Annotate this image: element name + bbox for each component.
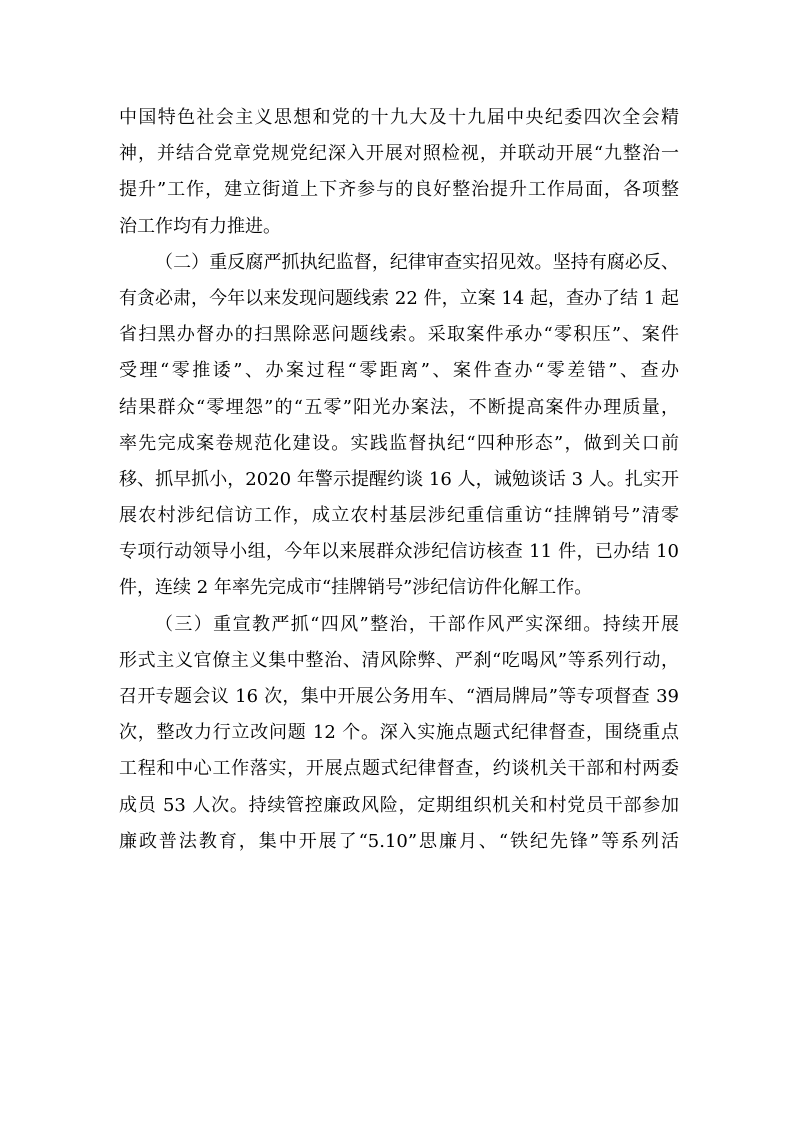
text-line: 神，并结合党章党规党纪深入开展对照检视，并联动开展“九整治一: [119, 143, 679, 165]
text-line: 专项行动领导小组，今年以来展群众涉纪信访核查 11 件，已办结 10: [119, 541, 679, 563]
text-line: 结果群众“零埋怨”的“五零”阳光办案法，不断提高案件办理质量，: [119, 396, 679, 418]
document-body: [119, 100, 679, 860]
text-line: 形式主义官僚主义集中整治、清风除弊、严刹“吃喝风”等系列行动，: [119, 649, 679, 671]
text-line: 次，整改力行立改问题 12 个。深入实施点题式纪律督查，围绕重点: [119, 722, 679, 744]
text-line: 工程和中心工作落实，开展点题式纪律督查，约谈机关干部和村两委: [119, 758, 679, 780]
text-line: 廉政普法教育，集中开展了“5.10”思廉月、“铁纪先锋”等系列活: [119, 830, 679, 852]
text-line: 中国特色社会主义思想和党的十九大及十九届中央纪委四次全会精: [119, 107, 679, 128]
text-line: 提升”工作，建立街道上下齐参与的良好整治提升工作局面，各项整: [119, 179, 679, 201]
text-line: 治工作均有力推进。: [119, 215, 281, 237]
text-line: 有贪必肃，今年以来发现问题线索 22 件，立案 14 起，查办了结 1 起: [119, 287, 679, 309]
section-heading-line: （二）重反腐严抓执纪监督，纪律审查实招见效。坚持有腐必反、: [155, 251, 679, 273]
text-line: 受理“零推诿”、办案过程“零距离”、案件查办“零差错”、查办: [119, 360, 679, 382]
text-line: 率先完成案卷规范化建设。实践监督执纪“四种形态”，做到关口前: [119, 432, 679, 454]
text-line: 展农村涉纪信访工作，成立农村基层涉纪重信重访“挂牌销号”清零: [119, 505, 679, 527]
text-line: 件，连续 2 年率先完成市“挂牌销号”涉纪信访件化解工作。: [119, 577, 593, 599]
text-line: 移、抓早抓小，2020 年警示提醒约谈 16 人，诫勉谈话 3 人。扎实开: [119, 468, 679, 490]
text-line: 召开专题会议 16 次，集中开展公务用车、“酒局牌局”等专项督查 39: [119, 686, 679, 707]
section-heading-line: （三）重宣教严抓“四风”整治，干部作风严实深细。持续开展: [155, 613, 679, 635]
text-line: 成员 53 人次。持续管控廉政风险，定期组织机关和村党员干部参加: [119, 794, 679, 816]
text-line: 省扫黑办督办的扫黑除恶问题线索。采取案件承办“零积压”、案件: [119, 324, 679, 346]
